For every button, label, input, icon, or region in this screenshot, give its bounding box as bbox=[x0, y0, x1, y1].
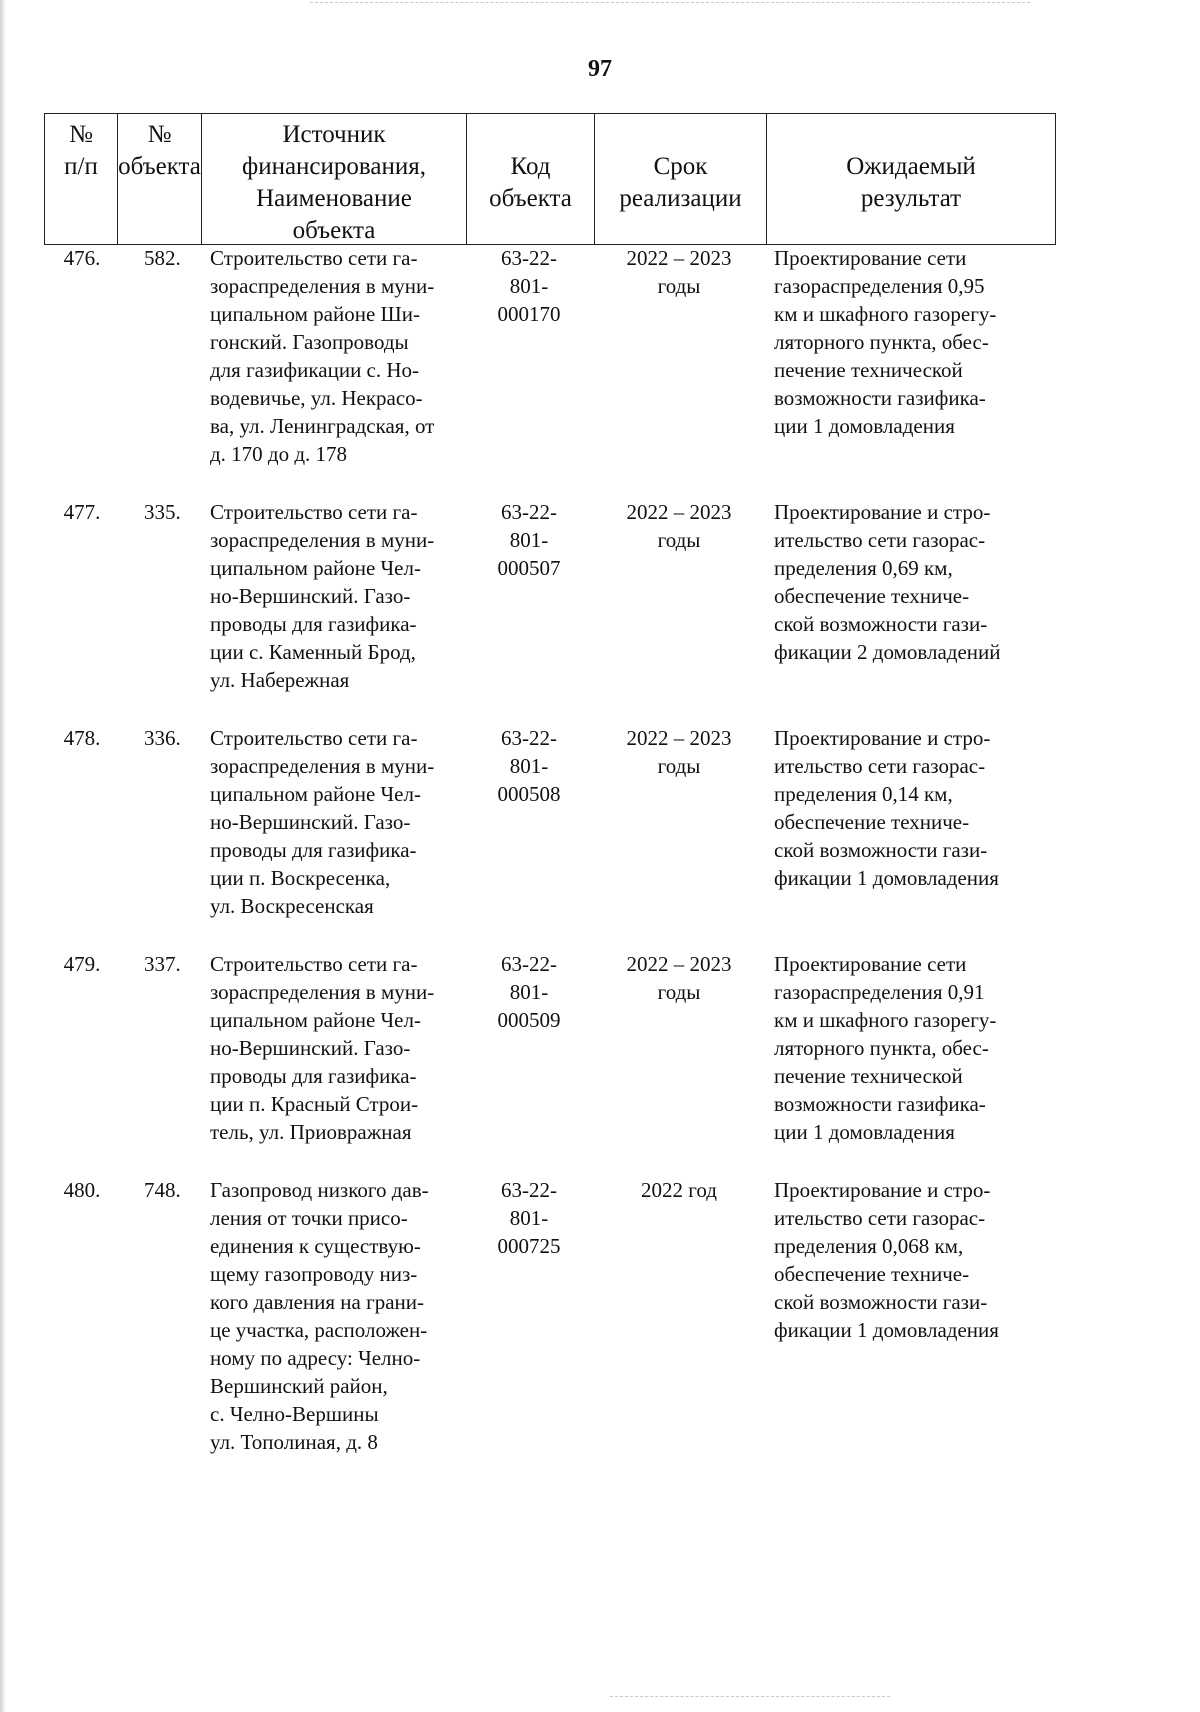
table-row bbox=[44, 244, 1056, 498]
header-result: Ожидаемый результат bbox=[766, 114, 1055, 244]
cell-name: Строительство сети га- зораспределения в муни- ципальном районе Чел- но-Вершинский. Газо- проводы для газифика- ции п. Красный Строи- тель, ул. Приовражная bbox=[210, 952, 435, 1144]
cell-term: 2022 год bbox=[641, 1178, 717, 1202]
table-row bbox=[44, 1176, 1056, 1466]
cell-np: 479. bbox=[63, 952, 101, 976]
cell-term: 2022 – 2023 годы bbox=[626, 952, 732, 1004]
header-np: № п/п bbox=[64, 121, 98, 180]
page-number: 97 bbox=[588, 56, 612, 82]
cell-np: 476. bbox=[63, 246, 101, 270]
cell-term: 2022 – 2023 годы bbox=[626, 246, 732, 298]
cell-code: 63-22- 801- 000170 bbox=[497, 246, 561, 326]
scan-noise-top bbox=[310, 2, 1030, 6]
cell-name: Строительство сети га- зораспределения в муни- ципальном районе Чел- но-Вершинский. Газо- проводы для газифика- ции с. Каменный Брод, ул. Набережная bbox=[210, 500, 435, 692]
table-body bbox=[44, 244, 1056, 1466]
table-row bbox=[44, 724, 1056, 950]
cell-name: Строительство сети га- зораспределения в муни- ципальном районе Чел- но-Вершинский. Газо- проводы для газифика- ции п. Воскресенка, ул. Воскресенская bbox=[210, 726, 435, 918]
cell-code: 63-22- 801- 000507 bbox=[497, 500, 561, 580]
cell-code: 63-22- 801- 000509 bbox=[497, 952, 561, 1032]
cell-code: 63-22- 801- 000725 bbox=[497, 1178, 561, 1258]
table-row bbox=[44, 498, 1056, 724]
cell-result: Проектирование и стро- ительство сети газорас- пределения 0,068 км, обеспечение техниче- ской возможности гази- фикации 1 домовладения bbox=[774, 1178, 999, 1342]
cell-term: 2022 – 2023 годы bbox=[626, 500, 732, 552]
table-header bbox=[44, 113, 1056, 245]
cell-result: Проектирование сети газораспределения 0,95 км и шкафного газорегу- ляторного пункта, обес- печение технической возможности газифика- ции 1 домовладения bbox=[774, 246, 997, 438]
header-name: Источник финансирования, Наименование объекта bbox=[201, 114, 466, 244]
cell-result: Проектирование и стро- ительство сети газорас- пределения 0,69 км, обеспечение техниче- ской возможности гази- фикации 2 домовладений bbox=[774, 500, 1001, 664]
cell-object-no: 748. bbox=[144, 1178, 181, 1202]
cell-result: Проектирование и стро- ительство сети газорас- пределения 0,14 км, обеспечение техниче- ской возможности гази- фикации 1 домовладения bbox=[774, 726, 999, 890]
header-code: Код объекта bbox=[466, 114, 594, 244]
table-row bbox=[44, 950, 1056, 1176]
cell-np: 477. bbox=[63, 500, 101, 524]
scan-noise-bottom bbox=[610, 1696, 890, 1700]
header-object-no: № объекта bbox=[117, 114, 201, 244]
cell-object-no: 335. bbox=[144, 500, 181, 524]
header-term: Срок реализации bbox=[594, 114, 766, 244]
cell-name: Газопровод низкого дав- ления от точки присо- единения к существую- щему газопроводу низ- кого давления на грани- це участка, расположен- ному по адресу: Челно- Вершинский район, с. Челно-Вершины ул. Тополиная, д. 8 bbox=[210, 1178, 429, 1454]
cell-object-no: 582. bbox=[144, 246, 181, 270]
cell-result: Проектирование сети газораспределения 0,91 км и шкафного газорегу- ляторного пункта, обес- печение технической возможности газифика- ции 1 домовладения bbox=[774, 952, 997, 1144]
scan-edge bbox=[0, 0, 6, 1712]
cell-term: 2022 – 2023 годы bbox=[626, 726, 732, 778]
cell-object-no: 336. bbox=[144, 726, 181, 750]
cell-name: Строительство сети га- зораспределения в муни- ципальном районе Ши- гонский. Газопроводы для газификации с. Но- водевичье, ул. Некрасо- ва, ул. Ленинградская, от д. 170 до д. 178 bbox=[210, 246, 435, 466]
cell-object-no: 337. bbox=[144, 952, 181, 976]
cell-np: 480. bbox=[63, 1178, 101, 1202]
cell-code: 63-22- 801- 000508 bbox=[497, 726, 561, 806]
cell-np: 478. bbox=[63, 726, 101, 750]
